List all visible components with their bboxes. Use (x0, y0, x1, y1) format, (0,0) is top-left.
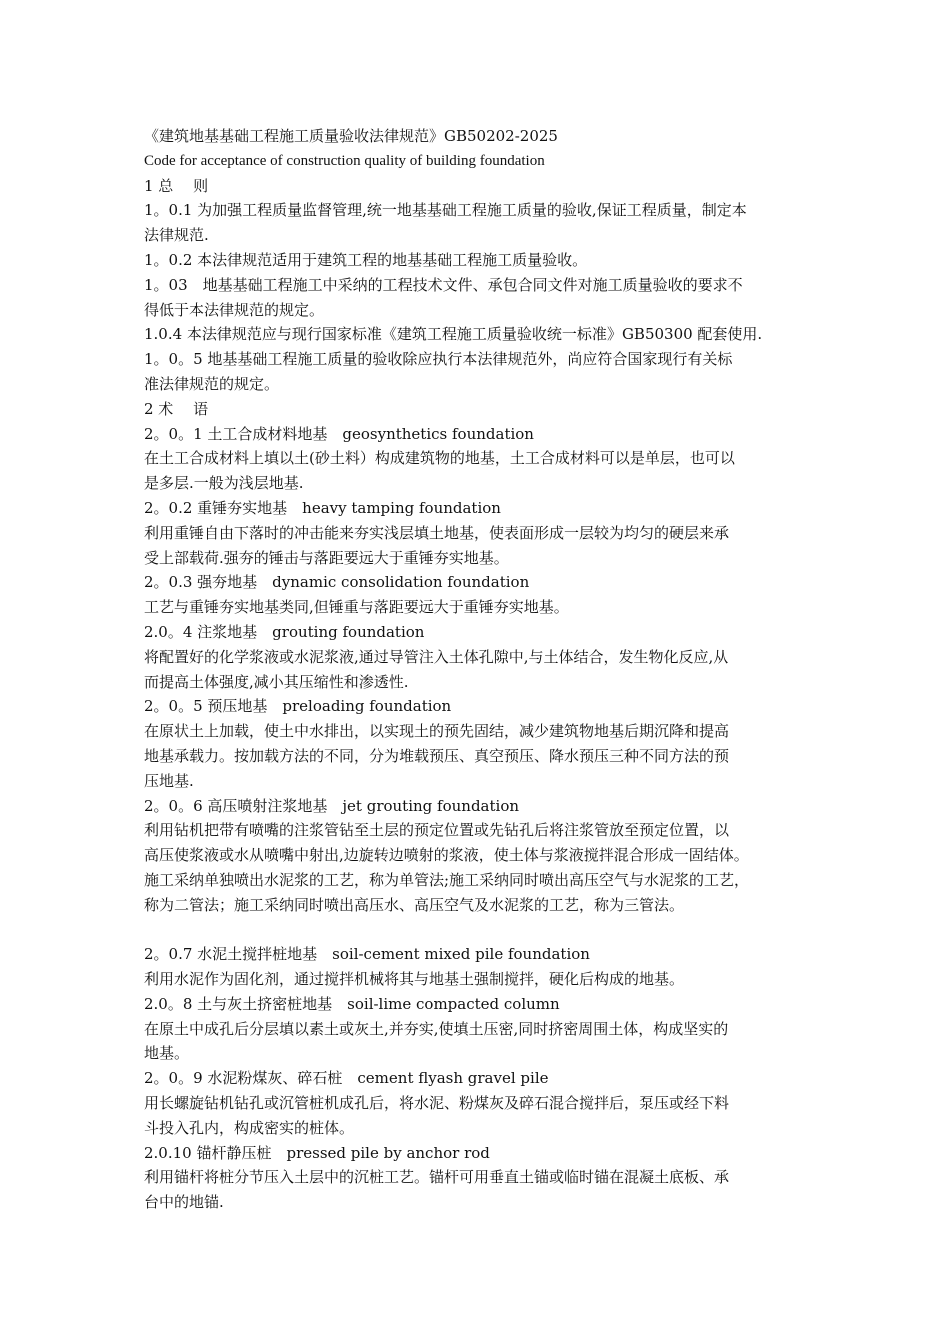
term-2-0-4-heading: 2.0。4 注浆地基 grouting foundation (144, 622, 425, 641)
term-2-0-5-heading: 2。0。5 预压地基 preloading foundation (144, 697, 452, 716)
term-2-0-9-body: 用长螺旋钻机钻孔或沉管桩机成孔后，将水泥、粉煤灰及碎石混合搅拌后，泵压或经下料 (144, 1094, 730, 1113)
document-english-title: Code for acceptance of construction quality of building foundation (144, 152, 545, 169)
term-2-0-4-body-cont: 而提高土体强度,减小其压缩性和渗透性. (144, 672, 409, 691)
term-2-0-8-body: 在原土中成孔后分层填以素土或灰土,并夯实,使填土压密,同时挤密周围土体，构成坚实的 (144, 1019, 729, 1038)
chapter-2-heading: 2 术 语 (144, 399, 209, 418)
clause-1-0-2: 1。0.2 本法律规范适用于建筑工程的地基基础工程施工质量验收。 (144, 250, 588, 269)
term-2-0-6-heading: 2。0。6 高压喷射注浆地基 jet grouting foundation (144, 796, 520, 815)
clause-1-0-1: 1。0.1 为加强工程质量监督管理,统一地基基础工程施工质量的验收,保证工程质量，制定本 (144, 201, 747, 220)
clause-1-0-1-cont: 法律规范. (144, 226, 209, 245)
term-2-0-3-heading: 2。0.3 强夯地基 dynamic consolidation foundation (144, 573, 530, 592)
clause-1-0-3: 1。03 地基基础工程施工中采纳的工程技术文件、承包合同文件对施工质量验收的要求不 (144, 275, 743, 294)
term-2-0-5-body: 在原状土上加载，使土中水排出，以实现土的预先固结，减少建筑物地基后期沉降和提高 (144, 722, 730, 741)
term-2-0-10-heading: 2.0.10 锚杆静压桩 pressed pile by anchor rod (144, 1143, 490, 1162)
term-2-0-10-body-cont: 台中的地锚. (144, 1193, 224, 1212)
term-2-0-9-body-cont: 斗投入孔内，构成密实的桩体。 (144, 1118, 355, 1137)
blank-line (144, 918, 808, 943)
clause-1-0-5-cont: 准法律规范的规定。 (144, 374, 280, 393)
term-2-0-2-body: 利用重锤自由下落时的冲击能来夯实浅层填土地基，使表面形成一层较为均匀的硬层来承 (144, 523, 730, 542)
term-2-0-8-body-cont: 地基。 (144, 1044, 190, 1063)
term-2-0-1-body-cont: 是多层.一般为浅层地基. (144, 474, 304, 493)
term-2-0-6-body-cont: 高压使浆液或水从喷嘴中射出,边旋转边喷射的浆液，使土体与浆液搅拌混合形成一固结体。 (144, 846, 749, 865)
term-2-0-2-heading: 2。0.2 重锤夯实地基 heavy tamping foundation (144, 498, 501, 517)
document-title: 《建筑地基基础工程施工质量验收法律规范》GB50202-2025 (144, 127, 558, 145)
clause-1-0-3-cont: 得低于本法律规范的规定。 (144, 300, 325, 319)
term-2-0-6-body-end: 称为二管法；施工采纳同时喷出高压水、高压空气及水泥浆的工艺，称为三管法。 (144, 895, 685, 914)
term-2-0-5-body-end: 压地基. (144, 771, 194, 790)
term-2-0-8-heading: 2.0。8 土与灰土挤密桩地基 soil-lime compacted column (144, 994, 560, 1013)
term-2-0-9-heading: 2。0。9 水泥粉煤灰、碎石桩 cement flyash gravel pile (144, 1069, 549, 1088)
term-2-0-10-body: 利用锚杆将桩分节压入土层中的沉桩工艺。锚杆可用垂直土锚或临时锚在混凝土底板、承 (144, 1168, 730, 1187)
term-2-0-5-body-cont: 地基承载力。按加载方法的不同，分为堆载预压、真空预压、降水预压三种不同方法的预 (144, 746, 730, 765)
term-2-0-6-body: 利用钻机把带有喷嘴的注浆管钻至土层的预定位置或先钻孔后将注浆管放至预定位置，以 (144, 821, 730, 840)
term-2-0-3-body: 工艺与重锤夯实地基类同,但锤重与落距要远大于重锤夯实地基。 (144, 598, 569, 617)
term-2-0-2-body-cont: 受上部载荷.强夯的锤击与落距要远大于重锤夯实地基。 (144, 548, 509, 567)
chapter-1-heading: 1 总 则 (144, 176, 209, 195)
term-2-0-4-body: 将配置好的化学浆液或水泥浆液,通过导管注入土体孔隙中,与土体结合，发生物化反应,从 (144, 647, 729, 666)
term-2-0-7-body: 利用水泥作为固化剂，通过搅拌机械将其与地基土强制搅拌，硬化后构成的地基。 (144, 970, 685, 989)
term-2-0-6-body-cont-2: 施工采纳单独喷出水泥浆的工艺，称为单管法;施工采纳同时喷出高压空气与水泥浆的工艺， (144, 870, 750, 889)
term-2-0-7-heading: 2。0.7 水泥土搅拌桩地基 soil-cement mixed pile foundation (144, 945, 590, 964)
term-2-0-1-heading: 2。0。1 土工合成材料地基 geosynthetics foundation (144, 424, 534, 443)
document-body (144, 124, 808, 1215)
clause-1-0-4: 1.0.4 本法律规范应与现行国家标准《建筑工程施工质量验收统一标准》GB50300 配套使用. (144, 325, 763, 344)
term-2-0-1-body: 在土工合成材料上填以土(砂土料）构成建筑物的地基，土工合成材料可以是单层，也可以 (144, 449, 735, 468)
clause-1-0-5: 1。0。5 地基基础工程施工质量的验收除应执行本法律规范外，尚应符合国家现行有关标 (144, 350, 733, 369)
